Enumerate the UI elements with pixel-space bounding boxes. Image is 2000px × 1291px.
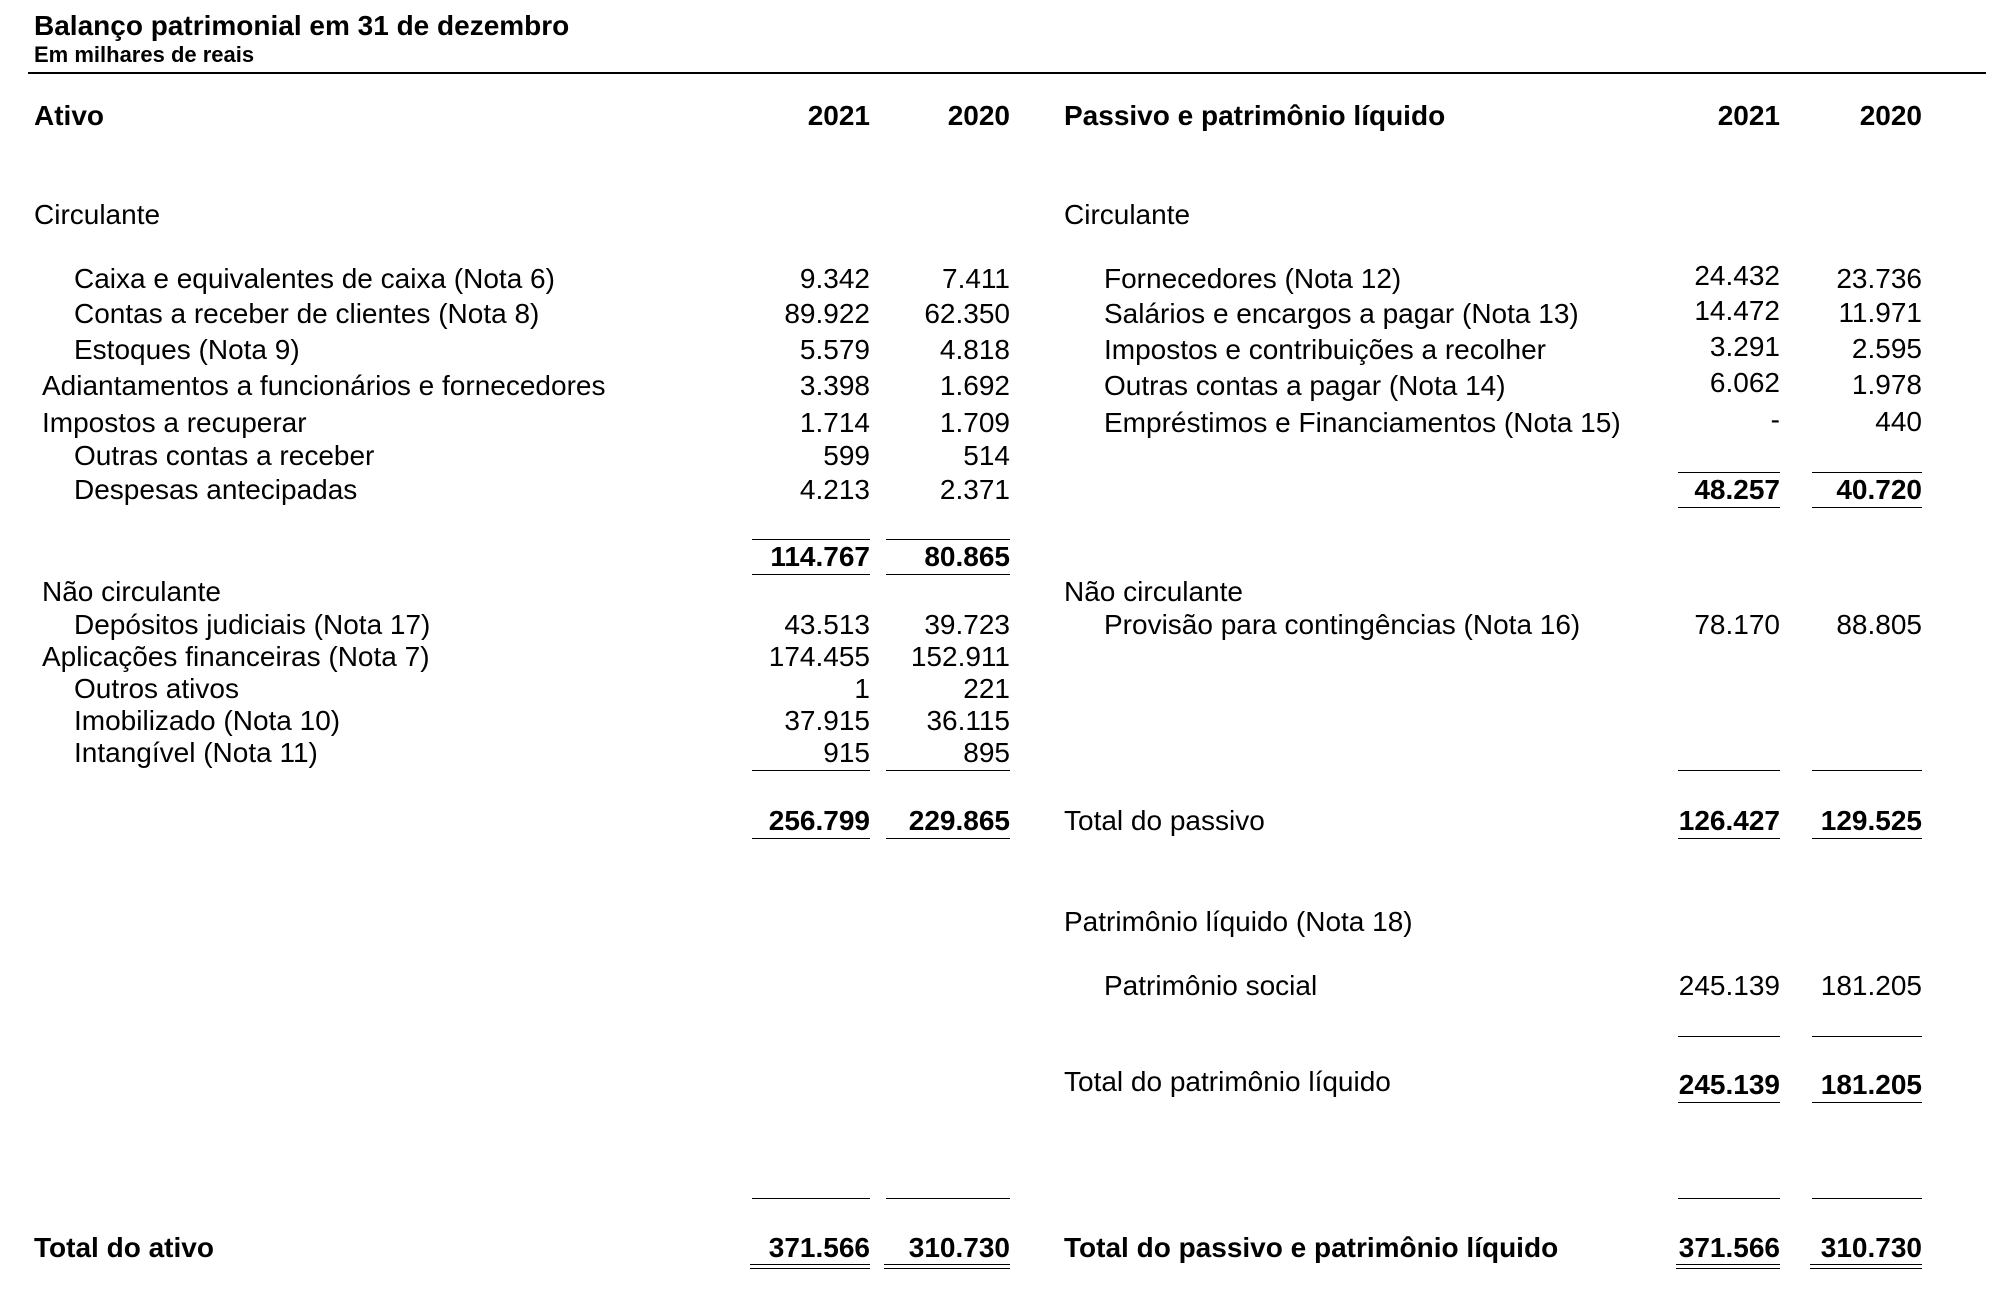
asset-item-2020: 514 [963,440,1010,471]
underline [1812,770,1922,771]
total-equity-label: Total do patrimônio líquido [1064,1066,1391,1097]
underline [752,574,870,575]
document-subtitle: Em milhares de reais [34,42,255,67]
assets-heading: Ativo [34,100,104,131]
liability-item-2020: 1.978 [1851,369,1922,400]
liability-item-label: Empréstimos e Financiamentos (Nota 15) [1104,407,1621,438]
total-equity-2021: 245.139 [1678,1069,1780,1100]
equity-label: Patrimônio líquido (Nota 18) [1064,906,1413,937]
subtotal-rule [1812,472,1922,473]
liabilities-heading: Passivo e patrimônio líquido [1064,100,1446,131]
asset-item-label: Outros ativos [74,673,239,704]
asset-item-2020: 4.818 [939,334,1010,365]
asset-item-label: Imobilizado (Nota 10) [74,705,341,736]
assets-noncurrent-total-2021: 256.799 [768,805,870,836]
asset-item-2021: 9.342 [799,263,870,294]
asset-item-label: Impostos a recuperar [42,407,307,438]
liability-item-2021: 3.291 [1709,331,1780,362]
double-underline [1810,1264,1922,1269]
asset-item-2021: 174.455 [768,641,870,672]
assets-current-label: Circulante [34,199,161,230]
asset-item-2021: 915 [823,737,870,768]
liabilities-grand-total-2021: 371.566 [1678,1232,1780,1263]
liability-item-2021: - [1770,404,1780,435]
assets-year-2020: 2020 [947,100,1010,131]
asset-item-2021: 43.513 [784,609,870,640]
asset-item-2021: 37.915 [784,705,870,736]
asset-item-2021: 4.213 [799,474,870,505]
total-liabilities-2021: 126.427 [1678,805,1780,836]
total-rule [752,1198,870,1199]
subtotal-rule [752,539,870,540]
asset-item-label: Aplicações financeiras (Nota 7) [42,641,430,672]
liability-item-label: Impostos e contribuições a recolher [1104,334,1546,365]
assets-current-total-2021: 114.767 [770,541,870,572]
double-underline [1676,1264,1780,1269]
liabilities-year-2021: 2021 [1717,100,1780,131]
asset-item-2020: 1.709 [939,407,1010,438]
assets-grand-total-label: Total do ativo [34,1232,214,1263]
asset-item-label: Adiantamentos a funcionários e fornecedores [42,370,606,401]
asset-item-2021: 1.714 [799,407,870,438]
underline [1678,838,1780,839]
header-rule [28,72,1986,74]
asset-item-label: Estoques (Nota 9) [74,334,300,365]
asset-item-2020: 1.692 [939,370,1010,401]
liabilities-current-label: Circulante [1064,199,1191,230]
liability-item-label: Provisão para contingências (Nota 16) [1104,609,1581,640]
liabilities-grand-total-2020: 310.730 [1820,1232,1922,1263]
underline [1678,507,1780,508]
total-rule [1678,1198,1780,1199]
asset-item-label: Contas a receber de clientes (Nota 8) [74,298,540,329]
asset-item-label: Outras contas a receber [74,440,375,471]
liability-item-2021: 14.472 [1694,295,1780,326]
equity-item-2021: 245.139 [1678,970,1780,1001]
liabilities-noncurrent-label: Não circulante [1064,576,1243,607]
asset-item-2020: 221 [963,673,1010,704]
asset-item-2021: 599 [823,440,870,471]
asset-item-2020: 7.411 [942,263,1010,294]
liability-item-2020: 440 [1875,406,1922,437]
liabilities-current-total-2021: 48.257 [1694,474,1780,505]
asset-item-label: Intangível (Nota 11) [74,737,318,768]
liabilities-year-2020: 2020 [1859,100,1922,131]
assets-year-2021: 2021 [807,100,870,131]
assets-current-total-2020: 80.865 [924,541,1010,572]
asset-item-2020: 62.350 [924,298,1010,329]
underline [752,770,870,771]
underline [1678,770,1780,771]
asset-item-2021: 5.579 [799,334,870,365]
assets-noncurrent-total-2020: 229.865 [908,805,1010,836]
underline [1812,1102,1922,1103]
assets-grand-total-2021: 371.566 [768,1232,870,1263]
liability-item-label: Outras contas a pagar (Nota 14) [1104,370,1506,401]
total-equity-2020: 181.205 [1820,1069,1922,1100]
underline [752,838,870,839]
underline [1678,1036,1780,1037]
underline [1812,1036,1922,1037]
total-liabilities-2020: 129.525 [1820,805,1922,836]
liability-item-label: Fornecedores (Nota 12) [1104,263,1402,294]
liabilities-current-total-2020: 40.720 [1836,474,1922,505]
total-liabilities-label: Total do passivo [1064,805,1265,836]
double-underline [750,1264,870,1269]
asset-item-label: Depósitos judiciais (Nota 17) [74,609,431,640]
asset-item-label: Caixa e equivalentes de caixa (Nota 6) [74,263,555,294]
asset-item-2020: 895 [963,737,1010,768]
liability-item-2020: 23.736 [1836,263,1922,294]
document-title: Balanço patrimonial em 31 de dezembro [34,10,570,41]
equity-item-label: Patrimônio social [1104,970,1318,1001]
liability-item-2020: 88.805 [1836,609,1922,640]
asset-item-2021: 3.398 [799,370,870,401]
underline [886,838,1010,839]
underline [886,770,1010,771]
equity-item-2020: 181.205 [1820,970,1922,1001]
subtotal-rule [886,539,1010,540]
liability-item-2020: 11.971 [1838,297,1922,328]
total-rule [886,1198,1010,1199]
asset-item-2020: 152.911 [910,641,1010,672]
liability-item-2021: 78.170 [1694,609,1780,640]
assets-grand-total-2020: 310.730 [908,1232,1010,1263]
underline [1678,1102,1780,1103]
subtotal-rule [1678,472,1780,473]
asset-item-2020: 2.371 [939,474,1010,505]
liability-item-label: Salários e encargos a pagar (Nota 13) [1104,298,1579,329]
underline [1812,507,1922,508]
asset-item-2020: 36.115 [926,705,1010,736]
liability-item-2021: 24.432 [1694,260,1780,291]
asset-item-2021: 1 [854,673,870,704]
total-rule [1812,1198,1922,1199]
assets-noncurrent-label: Não circulante [42,576,221,607]
asset-item-label: Despesas antecipadas [74,474,358,505]
liability-item-2020: 2.595 [1851,333,1922,364]
double-underline [884,1264,1010,1269]
underline [886,574,1010,575]
asset-item-2021: 89.922 [784,298,870,329]
liabilities-grand-total-label: Total do passivo e patrimônio líquido [1064,1232,1559,1263]
underline [1812,838,1922,839]
asset-item-2020: 39.723 [924,609,1010,640]
liability-item-2021: 6.062 [1709,367,1780,398]
